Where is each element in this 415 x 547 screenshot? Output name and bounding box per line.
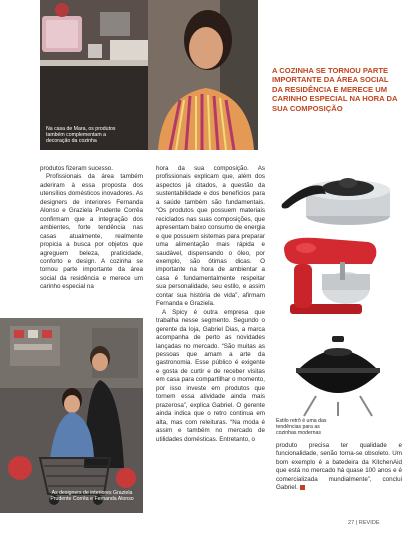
product-caption: Estilo retrô é uma das tendências para as cozinhas modernas <box>276 418 327 436</box>
pressure-cooker-image <box>276 164 402 228</box>
paragraph: A Spicy é outra empresa que trabalha nesse segmento. Segundo o gerente da loja, Gabriel Dias, a marca acompanha de perto as novidades lançadas no mercado. “São muitas as pessoas que amam a arte da gastronomia. Esse público é exigente e gosta de curtir e de receber visitas em casa para compartilhar o momento, por isso investe em produtos que tornem essa atividade ainda mais prazerosa”, explica Gabriel. O gerente ainda indica que o retro continua em alta, mas com releituras. “Na moda é assim e também no mercado de utilidades domésticas. Entretanto, o <box>156 308 265 443</box>
paragraph: produtos fizeram sucesso. <box>40 165 113 172</box>
top-photo <box>40 0 258 150</box>
bottom-photo-caption: As designers de interiores Graziela Prudente Corrêa e Fernanda Alonso <box>50 490 134 502</box>
pull-quote: A COZINHA SE TORNOU PARTE IMPORTANTE DA ÁREA SOCIAL DA RESIDÊNCIA E MERECE UM CARINHO ESPECIAL NA HORA DA SUA COMPOSIÇÃO <box>272 66 398 113</box>
pressure-cooker-icon <box>276 164 402 228</box>
stand-mixer-image <box>276 234 402 318</box>
bottom-photo <box>0 318 143 513</box>
page-folio: 27 | REVIDE <box>348 520 380 526</box>
column-left <box>40 165 143 292</box>
square-end-mark-icon <box>300 485 305 490</box>
column-right-end <box>276 442 402 493</box>
grill-image <box>276 322 402 418</box>
paragraph: hora da sua composição. As profissionais explicam que, além dos aspectos já citados, a questão da sustentabilidade e dos benefícios para a saúde também são fundamentais. “Os produtos que possuem materiais reciclados nas suas composições, que apresentam baixo consumo de energia e que possuem sistemas para preparar uma alimentação mais rápida e saudável, dispensando o óleo, por exemplo, são ótimas dicas. O importante na hora de ambientar a casa é fundamentalmente respeitar sua personalidade, seu estilo, e assim contar sua história de vida”, afirmam Fernanda e Graziela. <box>156 165 265 308</box>
designers-illustration <box>0 318 143 513</box>
kettle-grill-icon <box>276 322 402 418</box>
paragraph: Profissionais da área também aderiram à essa proposta dos utensílios domésticos inovadores. As designers de interiores Fernanda Alonso e Graziela Prudente Corrêa confirmam que a integração dos ambientes, forte tendência nas casas atualmente, realmente propicia a busca por objetos que agreguem beleza, praticidade, conforto e design. A cozinha se tornou parte importante da área social da residência e merece um carinho especial na <box>40 173 143 291</box>
paragraph <box>276 442 402 493</box>
column-middle <box>156 165 265 444</box>
closing-paragraph: produto precisa ter qualidade e funcionalidade, senão torna-se obsoleto. Um bom exemplo é a batedeira da KitchenAid que está no mercado há quase 100 anos e é comercializada mundialmente”, conclui Gabriel. <box>276 442 402 492</box>
stand-mixer-icon <box>276 234 402 318</box>
top-photo-caption: Na casa de Mara, os produtos também complementam a decoração da cozinha <box>46 126 116 144</box>
